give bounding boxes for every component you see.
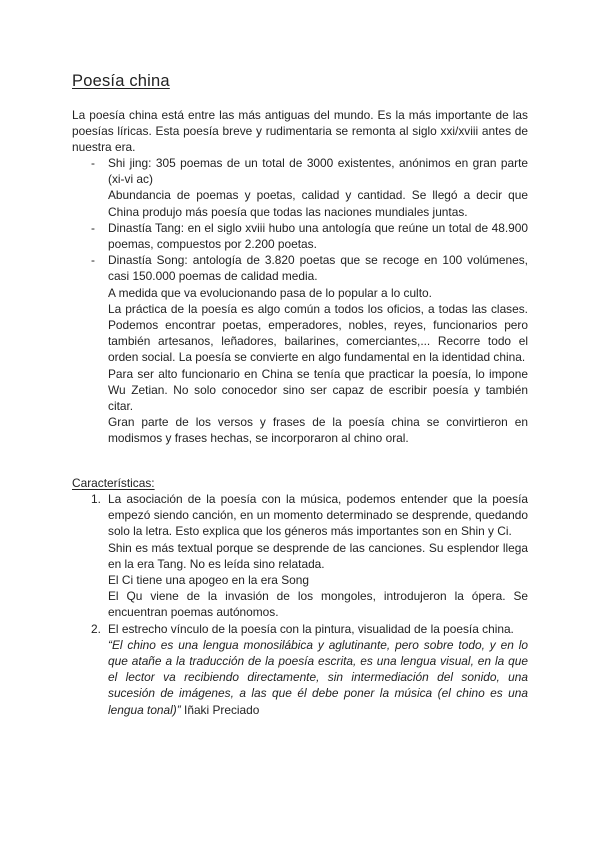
qu-paragraph: El Qu viene de la invasión de los mongoles, introdujeron la ópera. Se encuentran poemas autónomos. — [108, 589, 528, 620]
list-item — [72, 491, 528, 621]
dynasty-list — [72, 155, 528, 447]
characteristics-list — [72, 491, 528, 718]
practice-paragraph: La práctica de la poesía es algo común a todos los oficios, a todas las clases. Podemos encontrar poetas, emperadores, nobles, reyes, funcionarios pero también artesanos, leñadores, bailarines, comerciantes,... Recorre todo el orden social. La poesía se convierte en algo fundamental en la identidad china. — [108, 301, 528, 365]
quote-text: “El chino es una lengua monosilábica y aglutinante, pero sobre todo, y en lo que atañe a la traducción de la poesía escrita, es una lengua visual, en la que el lector va recibiendo directamente, sin intermediación del sonido, una sucesión de imágenes, a las que él debe poner la música (el chino es una lengua tonal)” — [108, 637, 528, 717]
dash-marker: - — [91, 220, 95, 235]
document-title: Poesía china — [72, 72, 170, 90]
dash-marker: - — [91, 253, 95, 268]
idioms-paragraph: Gran parte de los versos y frases de la poesía china se convirtieron en modismos y frases hechas, se incorporaron al chino oral. — [108, 415, 528, 446]
evolution-paragraph: A medida que va evolucionando pasa de lo popular a lo culto. — [108, 285, 432, 300]
song-paragraph: Dinastía Song: antología de 3.820 poetas que se recoge en 100 volúmenes, casi 150.000 poemas de calidad media. — [108, 253, 528, 284]
characteristics-heading: Características: — [72, 476, 155, 490]
number-marker: 2. — [91, 621, 101, 636]
list-item — [72, 220, 528, 252]
quote-author: Iñaki Preciado — [184, 702, 260, 717]
number-marker: 1. — [91, 492, 101, 506]
dash-marker: - — [91, 156, 95, 170]
shi-jing-paragraph: Shi jing: 305 poemas de un total de 3000 existentes, anónimos en gran parte (xi-vi ac) — [108, 156, 528, 187]
list-item — [72, 155, 528, 220]
preciado-quote — [108, 637, 528, 718]
official-paragraph: Para ser alto funcionario en China se tenía que practicar la poesía, lo impone Wu Zetian. No solo conocedor sino ser capaz de escribir poesía y también citar. — [108, 366, 528, 414]
list-item — [72, 621, 528, 718]
abundance-paragraph: Abundancia de poemas y poetas, calidad y cantidad. Se llegó a decir que China produjo más poesía que todas las naciones mundiales juntas. — [108, 188, 528, 219]
music-paragraph: La asociación de la poesía con la música, podemos entender que la poesía empezó siendo canción, en un momento determinado se desprende, quedando solo la letra. Esto explica que los géneros más importantes son en Shin y Ci. — [108, 492, 528, 539]
tang-paragraph: Dinastía Tang: en el siglo xviii hubo una antología que reúne un total de 48.900 poemas, compuestos por 2.200 poetas. — [108, 220, 528, 252]
list-item — [72, 252, 528, 446]
ci-paragraph: El Ci tiene una apogeo en la era Song — [108, 573, 309, 588]
shin-paragraph: Shin es más textual porque se desprende de las canciones. Su esplendor llega en la era Tang. No es leída sino relatada. — [108, 540, 528, 571]
intro-paragraph: La poesía china está entre las más antiguas del mundo. Es la más importante de las poesías líricas. Esta poesía breve y rudimentaria se remonta al siglo xxi/xviii antes de nuestra era. — [72, 108, 528, 155]
painting-paragraph: El estrecho vínculo de la poesía con la pintura, visualidad de la poesía china. — [108, 621, 514, 636]
